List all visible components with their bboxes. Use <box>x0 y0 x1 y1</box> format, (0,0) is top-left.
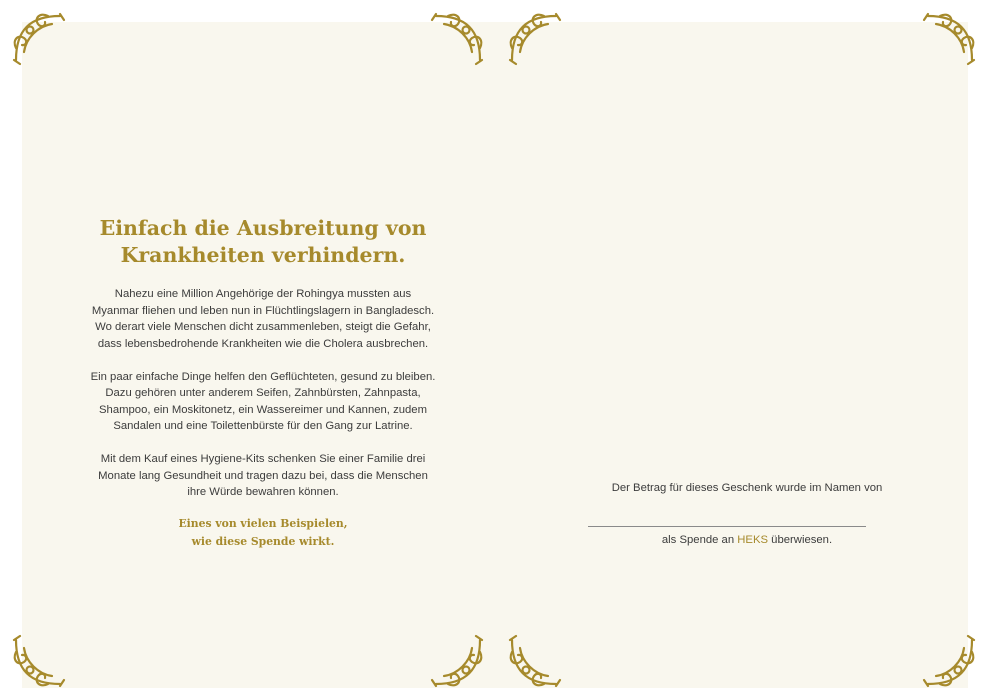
closing-suffix: überwiesen. <box>768 534 833 546</box>
corner-ornament-icon <box>922 10 978 66</box>
corner-ornament-icon <box>430 10 486 66</box>
paragraph: Ein paar einfache Dinge helfen den Geflüchteten, gesund zu bleiben. Dazu gehören unter anderem Seifen, Zahnbürsten, Zahnpasta, Shampoo, ein Moskitonetz, ein Wassereimer und Kannen, zudem Sandalen und eine Toilettenbürste für den Gang zur Latrine. <box>90 370 436 432</box>
headline: Einfach die Ausbreitung von Krankheiten verhindern. <box>99 216 427 267</box>
certificate-closing-text <box>520 534 974 546</box>
certificate-text: Der Betrag für dieses Geschenk wurde im Namen von <box>611 482 883 494</box>
name-signature-line <box>588 526 866 527</box>
corner-ornament-icon <box>506 634 562 690</box>
corner-ornament-icon <box>922 634 978 690</box>
body-text <box>40 286 486 517</box>
corner-ornament-icon <box>430 634 486 690</box>
paragraph: Mit dem Kauf eines Hygiene-Kits schenken Sie einer Familie drei Monate lang Gesundheit und tragen dazu bei, dass die Menschen ihre Würde bewahren können. <box>98 453 428 498</box>
right-page <box>484 22 968 688</box>
tagline: Eines von vielen Beispielen, wie diese Spende wirkt. <box>178 517 348 548</box>
corner-ornament-icon <box>10 634 66 690</box>
paragraph: Nahezu eine Million Angehörige der Rohingya mussten aus Myanmar fliehen und leben nun in Flüchtlingslagern in Bangladesch. Wo derart viele Menschen dicht zusammenleben, steigt die Gefahr, dass lebensbedrohende Krankheiten wie die Cholera ausbrechen. <box>91 288 435 350</box>
organization-name: HEKS <box>737 534 769 546</box>
closing-prefix: als Spende an <box>661 534 738 546</box>
corner-ornament-icon <box>506 10 562 66</box>
corner-ornament-icon <box>10 10 66 66</box>
